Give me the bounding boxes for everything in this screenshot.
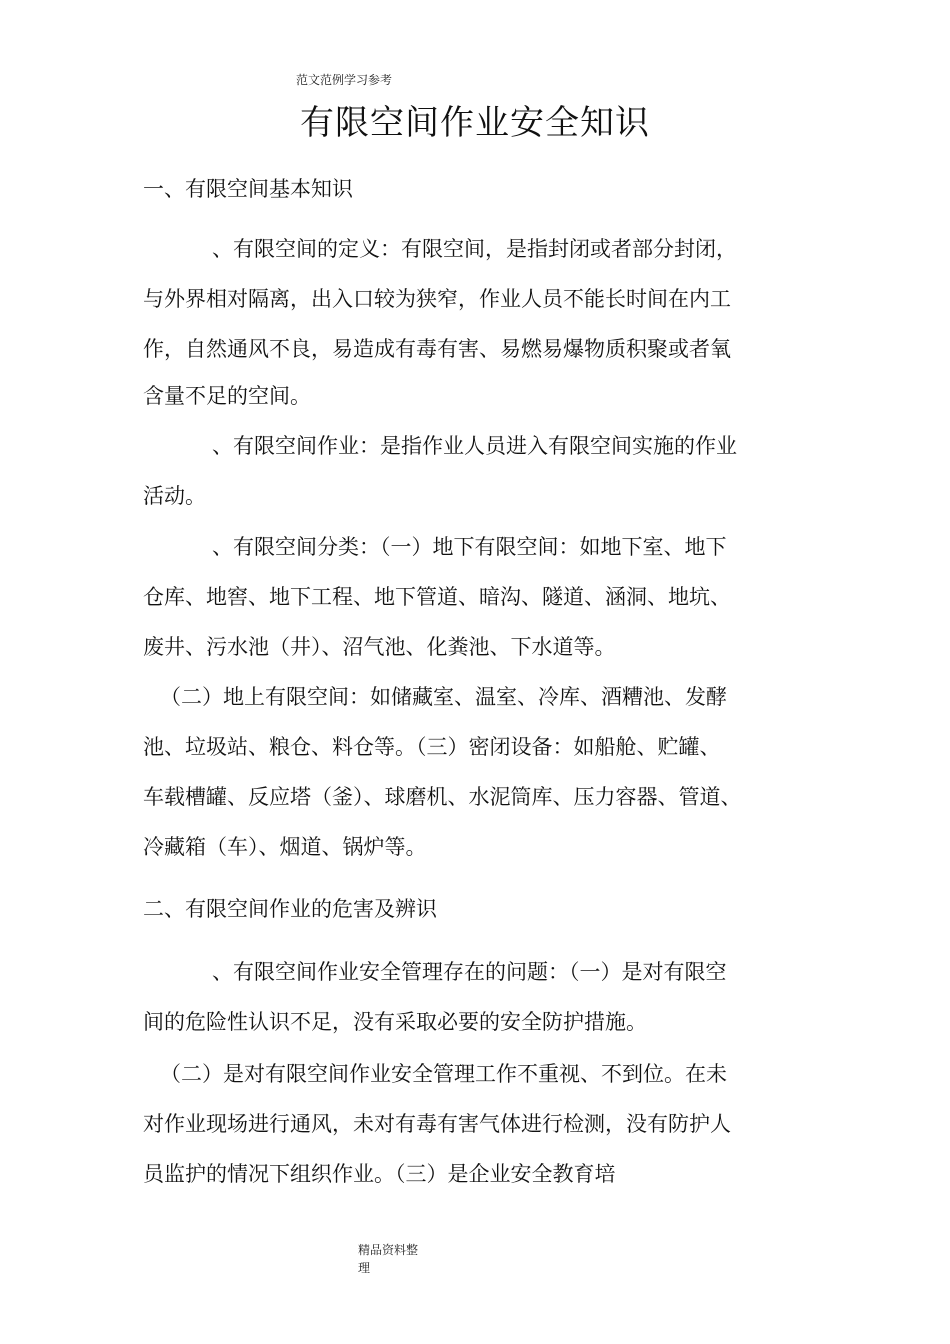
paragraph-line: 含量不足的空间。 bbox=[143, 384, 311, 408]
paragraph-line: 仓库、地窖、地下工程、地下管道、暗沟、隧道、涵洞、地坑、 bbox=[143, 585, 731, 609]
section-heading-basic-knowledge: 一、有限空间基本知识 bbox=[143, 177, 353, 201]
section-heading-hazards: 二、有限空间作业的危害及辨识 bbox=[143, 897, 437, 921]
paragraph-line: 池、垃圾站、粮仓、料仓等。（三）密闭设备：如船舱、贮罐、 bbox=[143, 735, 721, 759]
paragraph-line: （二）地上有限空间：如储藏室、温室、冷库、酒糟池、发酵 bbox=[160, 685, 727, 709]
header-note: 范文范例学习参考 bbox=[296, 73, 393, 87]
paragraph-line: 对作业现场进行通风，未对有毒有害气体进行检测，没有防护人 bbox=[143, 1112, 731, 1136]
paragraph-line: 员监护的情况下组织作业。（三）是企业安全教育培 bbox=[143, 1162, 616, 1186]
paragraph-line: 废井、污水池（井）、沼气池、化粪池、下水道等。 bbox=[143, 635, 616, 659]
paragraph-line: 、有限空间分类：（一）地下有限空间：如地下室、地下 bbox=[212, 535, 727, 559]
paragraph-line: 、有限空间的定义：有限空间，是指封闭或者部分封闭， bbox=[212, 237, 737, 261]
paragraph-line: 、有限空间作业：是指作业人员进入有限空间实施的作业 bbox=[212, 434, 737, 458]
paragraph-line: 车载槽罐、反应塔（釜）、球磨机、水泥筒库、压力容器、管道、 bbox=[143, 785, 742, 809]
paragraph-line: （二）是对有限空间作业安全管理工作不重视、不到位。在未 bbox=[160, 1062, 727, 1086]
document-title: 有限空间作业安全知识 bbox=[300, 103, 650, 143]
footer-note-line: 理 bbox=[358, 1261, 371, 1275]
paragraph-line: 与外界相对隔离，出入口较为狭窄，作业人员不能长时间在内工 bbox=[143, 287, 731, 311]
paragraph-line: 间的危险性认识不足，没有采取必要的安全防护措施。 bbox=[143, 1010, 647, 1034]
paragraph-line: 冷藏箱（车）、烟道、锅炉等。 bbox=[143, 835, 427, 859]
paragraph-line: 活动。 bbox=[143, 484, 206, 508]
footer-note-line: 精品资料整 bbox=[358, 1243, 419, 1257]
paragraph-line: 作，自然通风不良，易造成有毒有害、易燃易爆物质积聚或者氧 bbox=[143, 337, 731, 361]
paragraph-line: 、有限空间作业安全管理存在的问题：（一）是对有限空 bbox=[212, 960, 727, 984]
footer-note bbox=[358, 1241, 438, 1277]
